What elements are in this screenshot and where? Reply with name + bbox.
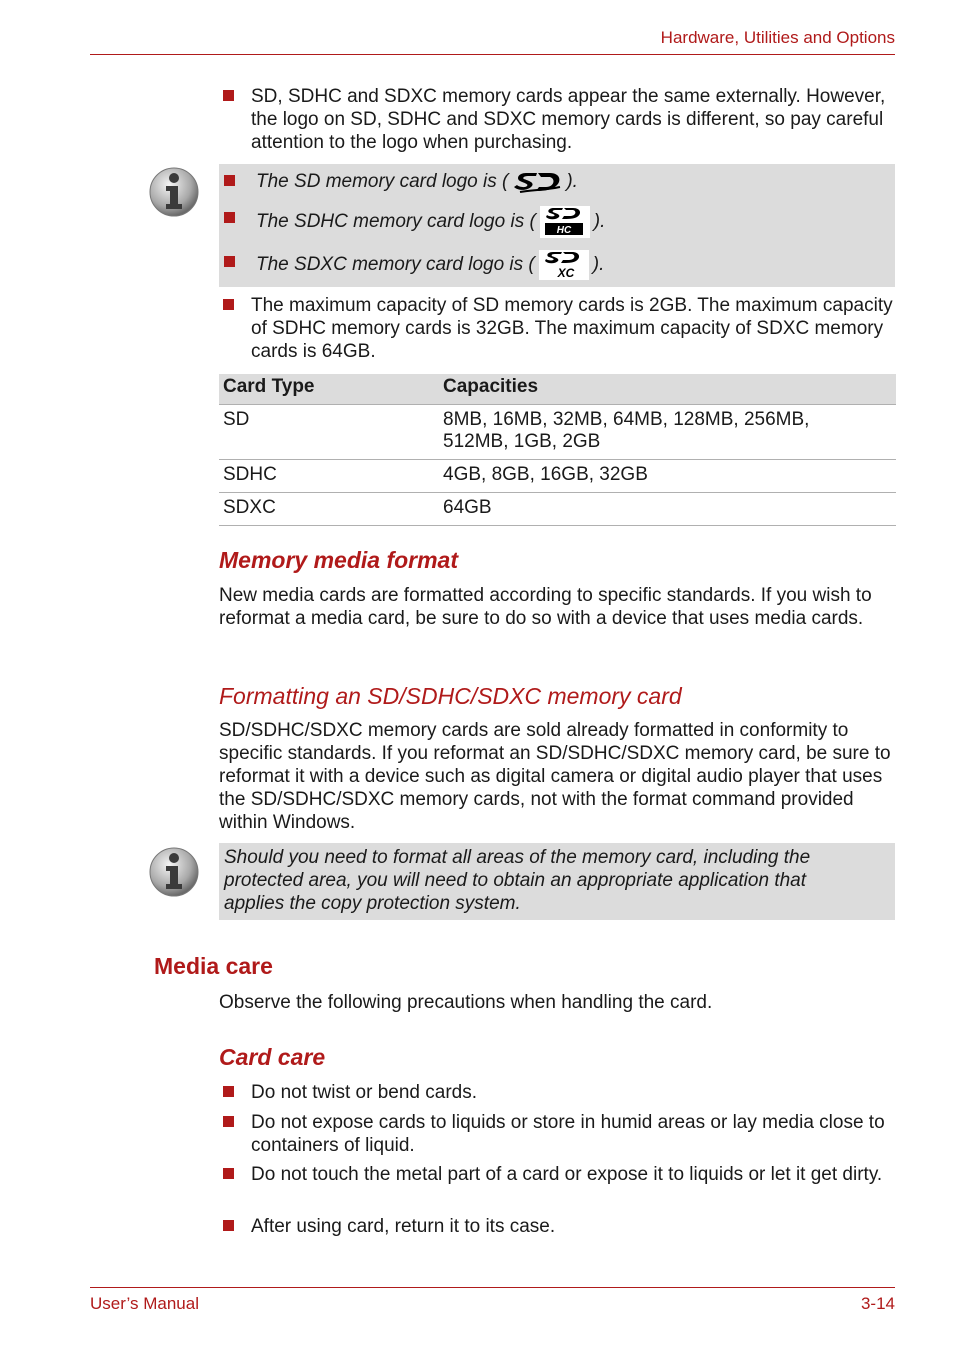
paragraph-media-care: Observe the following precautions when handling the card. (219, 992, 713, 1013)
list-item (219, 294, 895, 363)
list-item (219, 1081, 895, 1104)
format-note-text: Should you need to format all areas of the memory card, including the protected area, you will need to obtain an appropriate application that applies the copy protection system. (224, 847, 811, 914)
sdhc-logo-text-after: ). (593, 211, 606, 233)
table-cell: 4GB, 8GB, 16GB, 32GB (443, 464, 648, 485)
list-item-text: After using card, return it to its case. (251, 1216, 556, 1237)
table-cell: SD (223, 409, 250, 430)
bullet-square-icon (223, 1168, 234, 1179)
note-item-sdxc (223, 250, 604, 280)
list-item-text: SD, SDHC and SDXC memory cards appear the same externally. However, the logo on SD, SDHC and SDXC memory cards is different, so pay careful attention to the logo when purchasing. (251, 86, 886, 153)
bullet-square-icon (223, 90, 234, 101)
heading-formatting: Formatting an SD/SDHC/SDXC memory card (219, 683, 682, 709)
bullet-square-icon (224, 256, 235, 267)
paragraph-formatting: SD/SDHC/SDXC memory cards are sold already formatted in conformity to specific standards. If you reformat an SD/SDHC/SDXC memory card, be sure to reformat it with a device such as digital camera or digital audio player that uses the SD/SDHC/SDXC memory cards, not with the format command provided within Windows. (219, 720, 891, 833)
bullet-square-icon (224, 212, 235, 223)
sdhc-logo-icon (540, 206, 590, 238)
footer-manual-title: User’s Manual (90, 1294, 199, 1313)
sdxc-logo-text-after: ). (592, 254, 605, 276)
sd-logo-icon (510, 169, 564, 195)
column-header-card-type: Card Type (219, 374, 439, 405)
svg-text:HC: HC (556, 225, 572, 236)
sdxc-logo-icon (539, 250, 589, 280)
table-cell: SDXC (223, 497, 276, 518)
list-item (219, 1163, 895, 1186)
list-item-text: Do not touch the metal part of a card or expose it to liquids or let it get dirty. (251, 1164, 883, 1185)
list-item (219, 1111, 895, 1157)
page-number: 3-14 (860, 1294, 895, 1313)
format-note-box (219, 843, 895, 920)
table-row (219, 493, 896, 526)
table-cell: 64GB (443, 497, 492, 518)
bullet-square-icon (223, 1086, 234, 1097)
bullet-square-icon (223, 1220, 234, 1231)
footer-rule (90, 1287, 895, 1288)
column-header-capacities: Capacities (439, 374, 896, 405)
sd-logo-text-after: ). (566, 171, 578, 193)
paragraph-memory-media-format: New media cards are formatted according to specific standards. If you wish to reformat a media card, be sure to do so with a device that uses media cards. (219, 585, 872, 629)
info-icon (148, 166, 200, 218)
capacity-table (219, 374, 896, 526)
table-cell: 8MB, 16MB, 32MB, 64MB, 128MB, 256MB, 512MB, 1GB, 2GB (443, 409, 810, 452)
sdxc-logo-text-before: The SDXC memory card logo is ( (256, 254, 535, 276)
table-row (219, 460, 896, 493)
bullet-square-icon (224, 175, 235, 186)
heading-memory-media-format: Memory media format (219, 547, 459, 573)
table-header-row (219, 374, 896, 405)
sd-logo-text-before: The SD memory card logo is ( (256, 171, 509, 193)
bullet-square-icon (223, 1116, 234, 1127)
header-rule (90, 54, 895, 55)
info-icon (148, 846, 200, 898)
list-item-text: The maximum capacity of SD memory cards is 2GB. The maximum capacity of SDHC memory cards is 32GB. The maximum capacity of SDXC memory cards is 64GB. (251, 295, 893, 362)
bullet-square-icon (223, 299, 234, 310)
sdhc-logo-text-before: The SDHC memory card logo is ( (256, 211, 536, 233)
list-item-text: Do not expose cards to liquids or store in humid areas or lay media close to containers of liquid. (251, 1112, 885, 1156)
note-item-sd (223, 169, 578, 195)
table-cell: SDHC (223, 464, 277, 485)
running-header: Hardware, Utilities and Options (660, 28, 895, 47)
svg-text:XC: XC (557, 266, 575, 280)
list-item (219, 1215, 895, 1238)
heading-media-care: Media care (154, 953, 273, 979)
note-item-sdhc (223, 206, 605, 238)
table-row (219, 405, 896, 460)
list-item-text: Do not twist or bend cards. (251, 1082, 477, 1103)
heading-card-care: Card care (219, 1044, 326, 1070)
list-item (219, 85, 895, 154)
logo-note-box (219, 164, 895, 287)
